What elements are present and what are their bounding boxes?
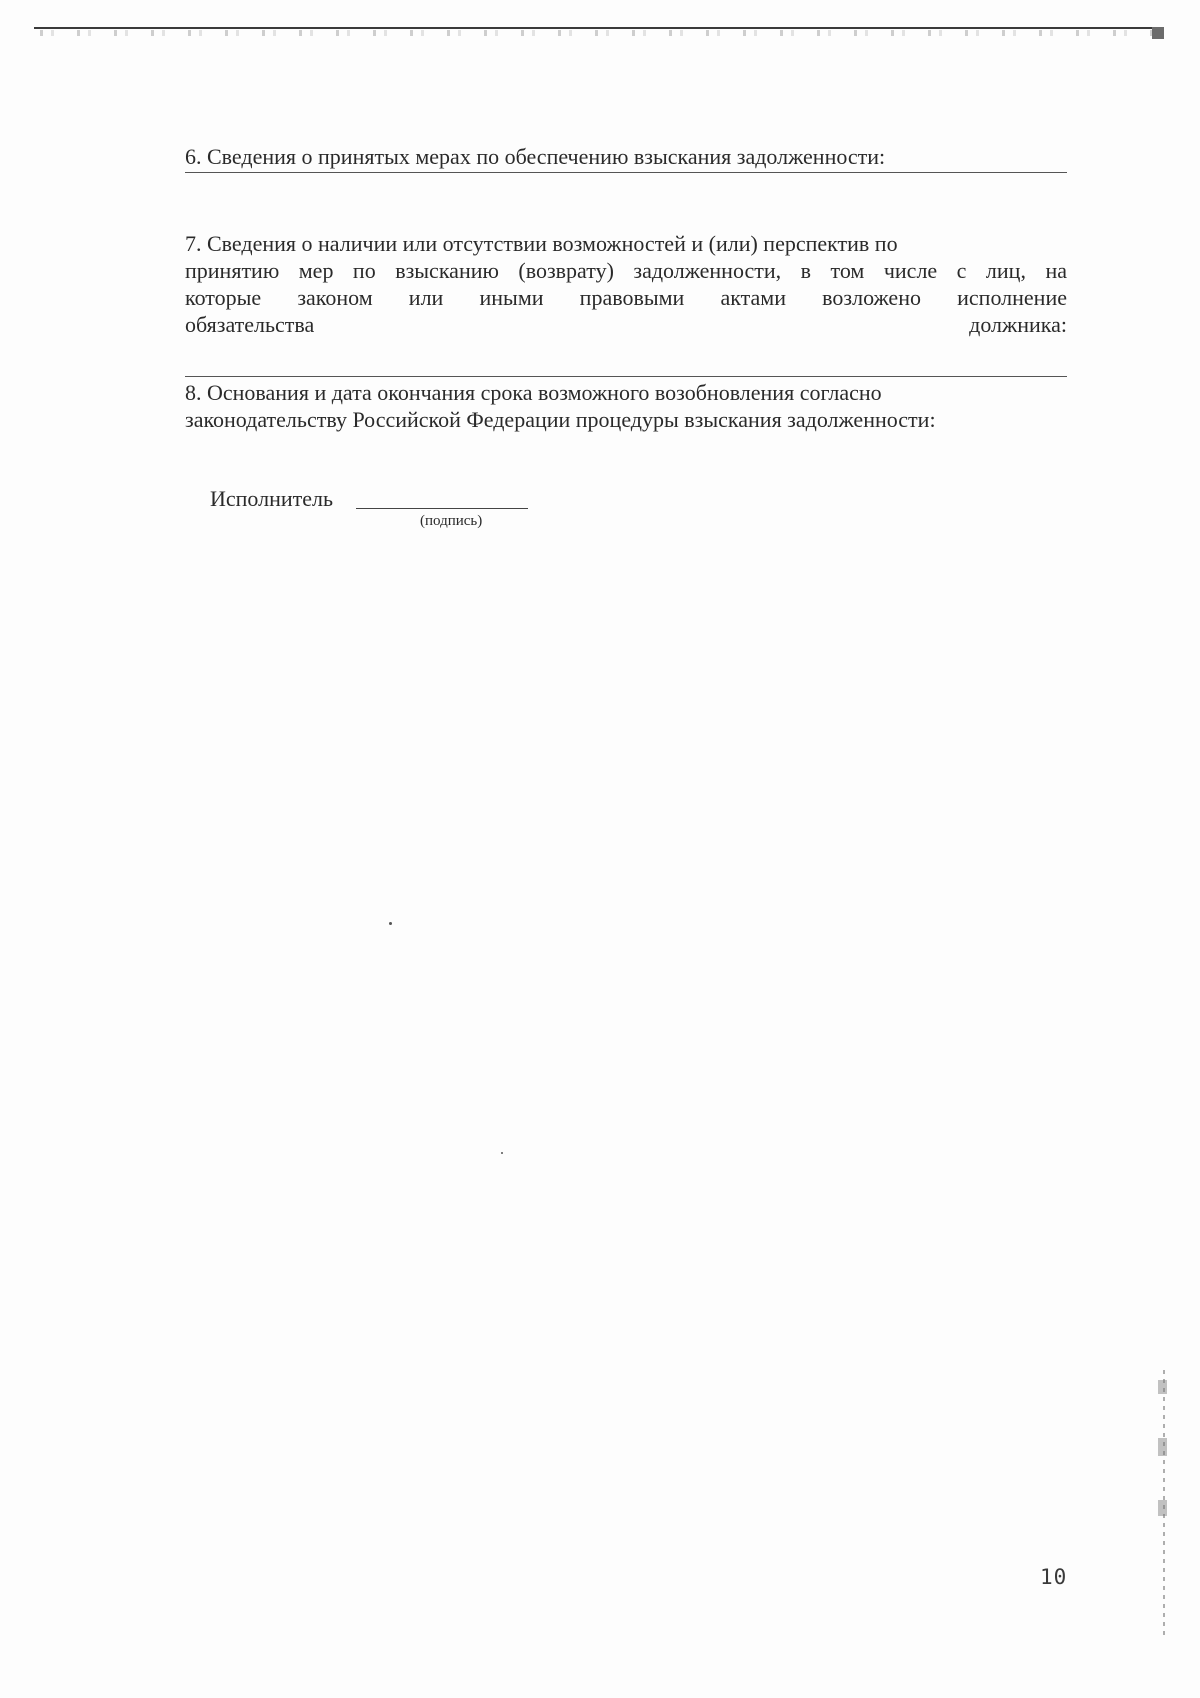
scan-dust-speck bbox=[501, 1152, 503, 1154]
section-7-line-right: должника: bbox=[969, 312, 1067, 337]
section-7-last-line bbox=[185, 311, 1067, 338]
section-8-line: 8. Основания и дата окончания срока возможного возобновления согласно bbox=[185, 380, 882, 405]
section-7 bbox=[185, 230, 1067, 338]
scan-artifact bbox=[1158, 1380, 1167, 1394]
signature-label: Исполнитель bbox=[210, 486, 334, 511]
scan-noise-top bbox=[40, 30, 1160, 36]
scan-border-top bbox=[34, 27, 1164, 29]
section-6-text: 6. Сведения о принятых мерах по обеспечению взыскания задолженности: bbox=[185, 144, 886, 169]
signature-caption: (подпись) bbox=[420, 513, 483, 529]
section-7-line: принятию мер по взысканию (возврату) задолженности, в том числе с лиц, на bbox=[185, 258, 1067, 283]
section-7-line: 7. Сведения о наличии или отсутствии возможностей и (или) перспектив по bbox=[185, 231, 898, 256]
signature-line bbox=[356, 508, 528, 509]
section-7-line-left: обязательства bbox=[185, 312, 315, 337]
scan-artifact bbox=[1158, 1438, 1167, 1456]
scan-artifact bbox=[1158, 1500, 1167, 1516]
scan-corner-mark bbox=[1152, 27, 1164, 39]
section-6 bbox=[185, 143, 1067, 173]
section-7-line: которые законом или иными правовыми актами возложено исполнение bbox=[185, 285, 1067, 310]
section-8 bbox=[185, 379, 1067, 433]
section-8-line: законодательству Российской Федерации процедуры взыскания задолженности: bbox=[185, 407, 936, 432]
page-number: 10 bbox=[1040, 1565, 1068, 1589]
section-7-fill-line bbox=[185, 376, 1067, 377]
scan-dust-speck bbox=[389, 922, 392, 925]
